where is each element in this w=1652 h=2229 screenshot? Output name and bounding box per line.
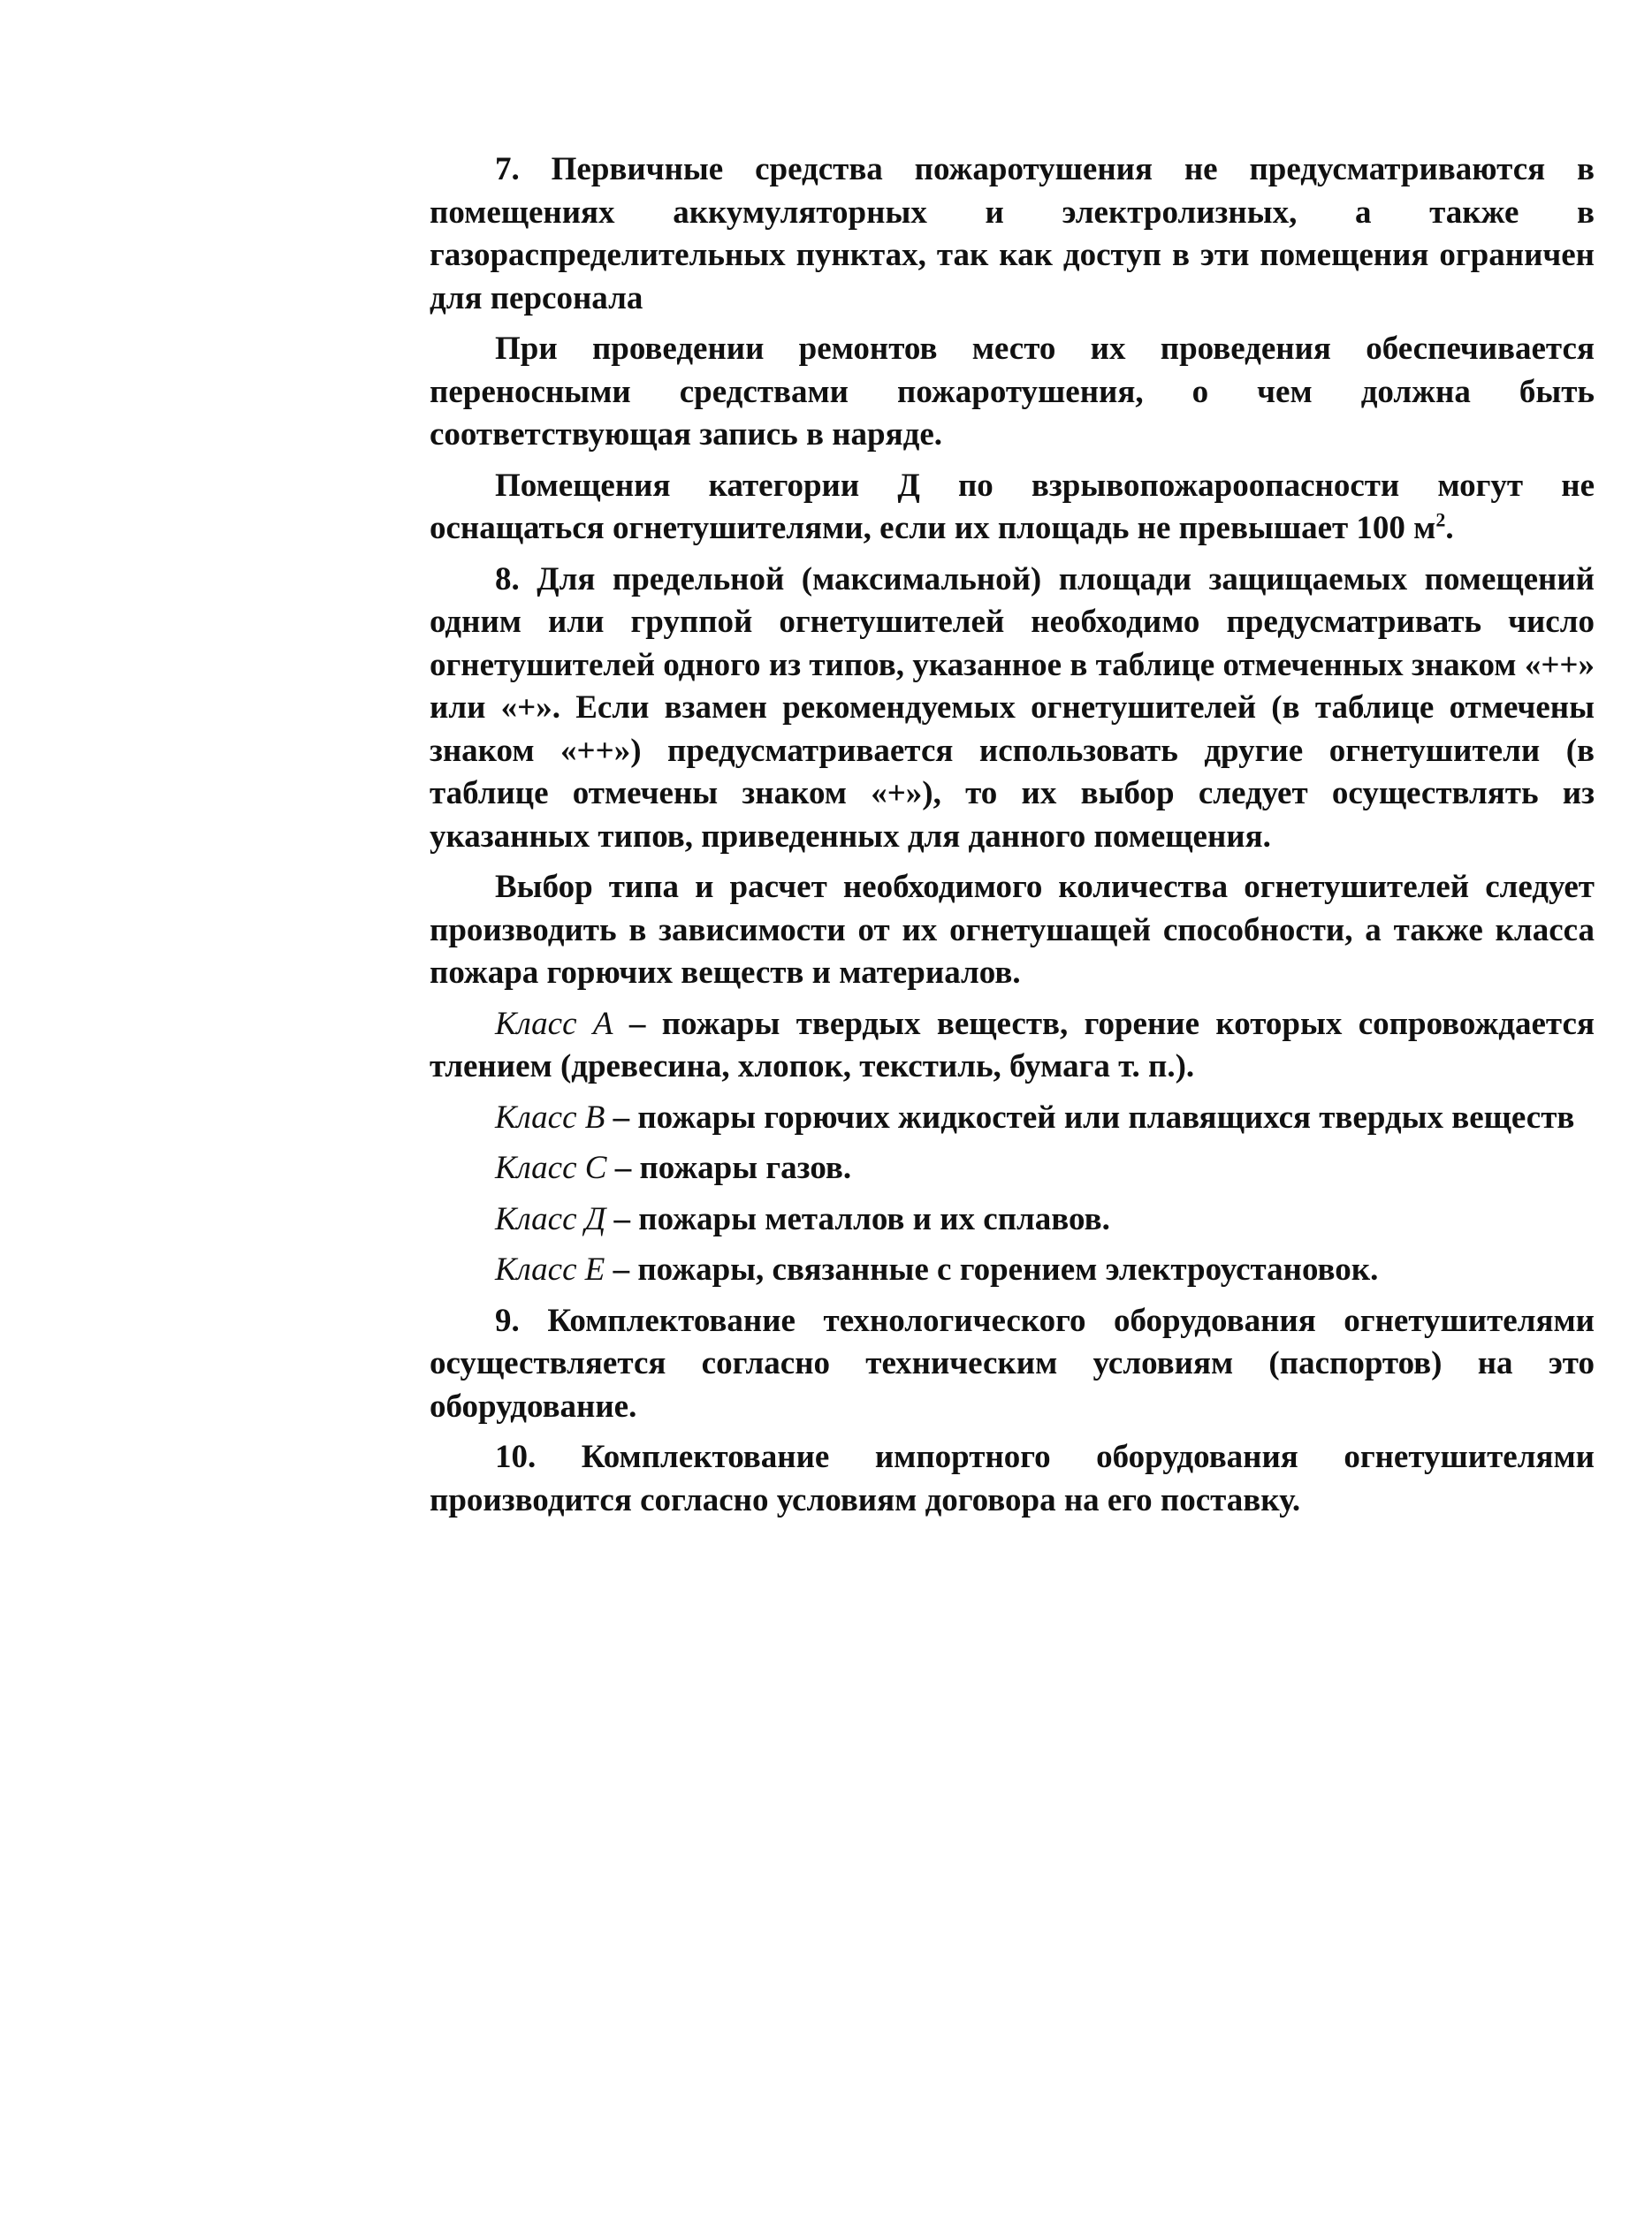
- paragraph-text: Первичные средства пожаротушения не предусматриваются в помещениях аккумуляторных и электролизных, а также в газораспределительных пунктах, так как доступ в эти помещения ограничен для персонала: [430, 151, 1595, 316]
- paragraph-text: Выбор типа и расчет необходимого количества огнетушителей следует производить в зависимости от их огнетушащей способности, а также класса пожара горючих веществ и материалов.: [430, 869, 1595, 991]
- paragraph-7: [430, 148, 1595, 320]
- fire-class-d: [430, 1198, 1595, 1242]
- fire-class-description: – пожары газов.: [606, 1150, 852, 1186]
- paragraph-number: 9.: [495, 1302, 520, 1339]
- paragraph-text: Комплектование импортного оборудования огнетушителями производится согласно условиям договора на его поставку.: [430, 1439, 1595, 1518]
- paragraph-text: Помещения категории Д по взрывопожароопасности могут не оснащаться огнетушителями, если их площадь не превышает 100 м: [430, 467, 1595, 546]
- fire-class-name: Класс Д: [495, 1200, 606, 1237]
- fire-class-description: – пожары металлов и их сплавов.: [605, 1200, 1110, 1237]
- superscript: 2: [1435, 508, 1446, 531]
- fire-class-name: Класс В: [495, 1099, 605, 1136]
- paragraph-8: [430, 559, 1595, 859]
- fire-class-name: Класс Е: [495, 1251, 605, 1288]
- paragraph-10: [430, 1436, 1595, 1522]
- fire-class-description: – пожары горючих жидкостей или плавящихся твердых веществ: [605, 1099, 1575, 1136]
- paragraph-text: При проведении ремонтов место их проведения обеспечивается переносными средствами пожаротушения, о чем должна быть соответствующая запись в наряде.: [430, 331, 1595, 453]
- fire-class-description: – пожары, связанные с горением электроустановок.: [605, 1251, 1379, 1288]
- paragraph-number: 7.: [495, 151, 520, 187]
- fire-class-name: Класс А: [495, 1005, 613, 1042]
- paragraph-7-category-d: [430, 465, 1595, 551]
- paragraph-number: 10.: [495, 1439, 537, 1475]
- fire-class-a: [430, 1003, 1595, 1089]
- document-text: [430, 148, 1595, 1530]
- fire-class-e: [430, 1249, 1595, 1292]
- paragraph-number: 8.: [495, 560, 520, 597]
- paragraph-end: .: [1445, 510, 1454, 546]
- fire-class-description: – пожары твердых веществ, горение которых сопровождается тлением (древесина, хлопок, текстиль, бумага т. п.).: [430, 1005, 1595, 1084]
- fire-class-c: [430, 1147, 1595, 1191]
- fire-class-b: [430, 1097, 1595, 1140]
- paragraph-text: Комплектование технологического оборудования огнетушителями осуществляется согласно техническим условиям (паспортов) на это оборудование.: [430, 1302, 1595, 1425]
- paragraph-7-repairs: [430, 328, 1595, 457]
- paragraph-8-selection: [430, 866, 1595, 995]
- fire-class-name: Класс С: [495, 1150, 607, 1186]
- paragraph-text: Для предельной (максимальной) площади защищаемых помещений одним или группой огнетушителей необходимо предусматривать число огнетушителей одного из типов, указанное в таблице отмеченных знаком «++» или «+». Если взамен рекомендуемых огнетушителей (в таблице отмечены знаком «++») предусматривается использовать другие огнетушители (в таблице отмечены знаком «+»), то их выбор следует осуществлять из указанных типов, приведенных для данного помещения.: [430, 560, 1595, 855]
- paragraph-9: [430, 1300, 1595, 1429]
